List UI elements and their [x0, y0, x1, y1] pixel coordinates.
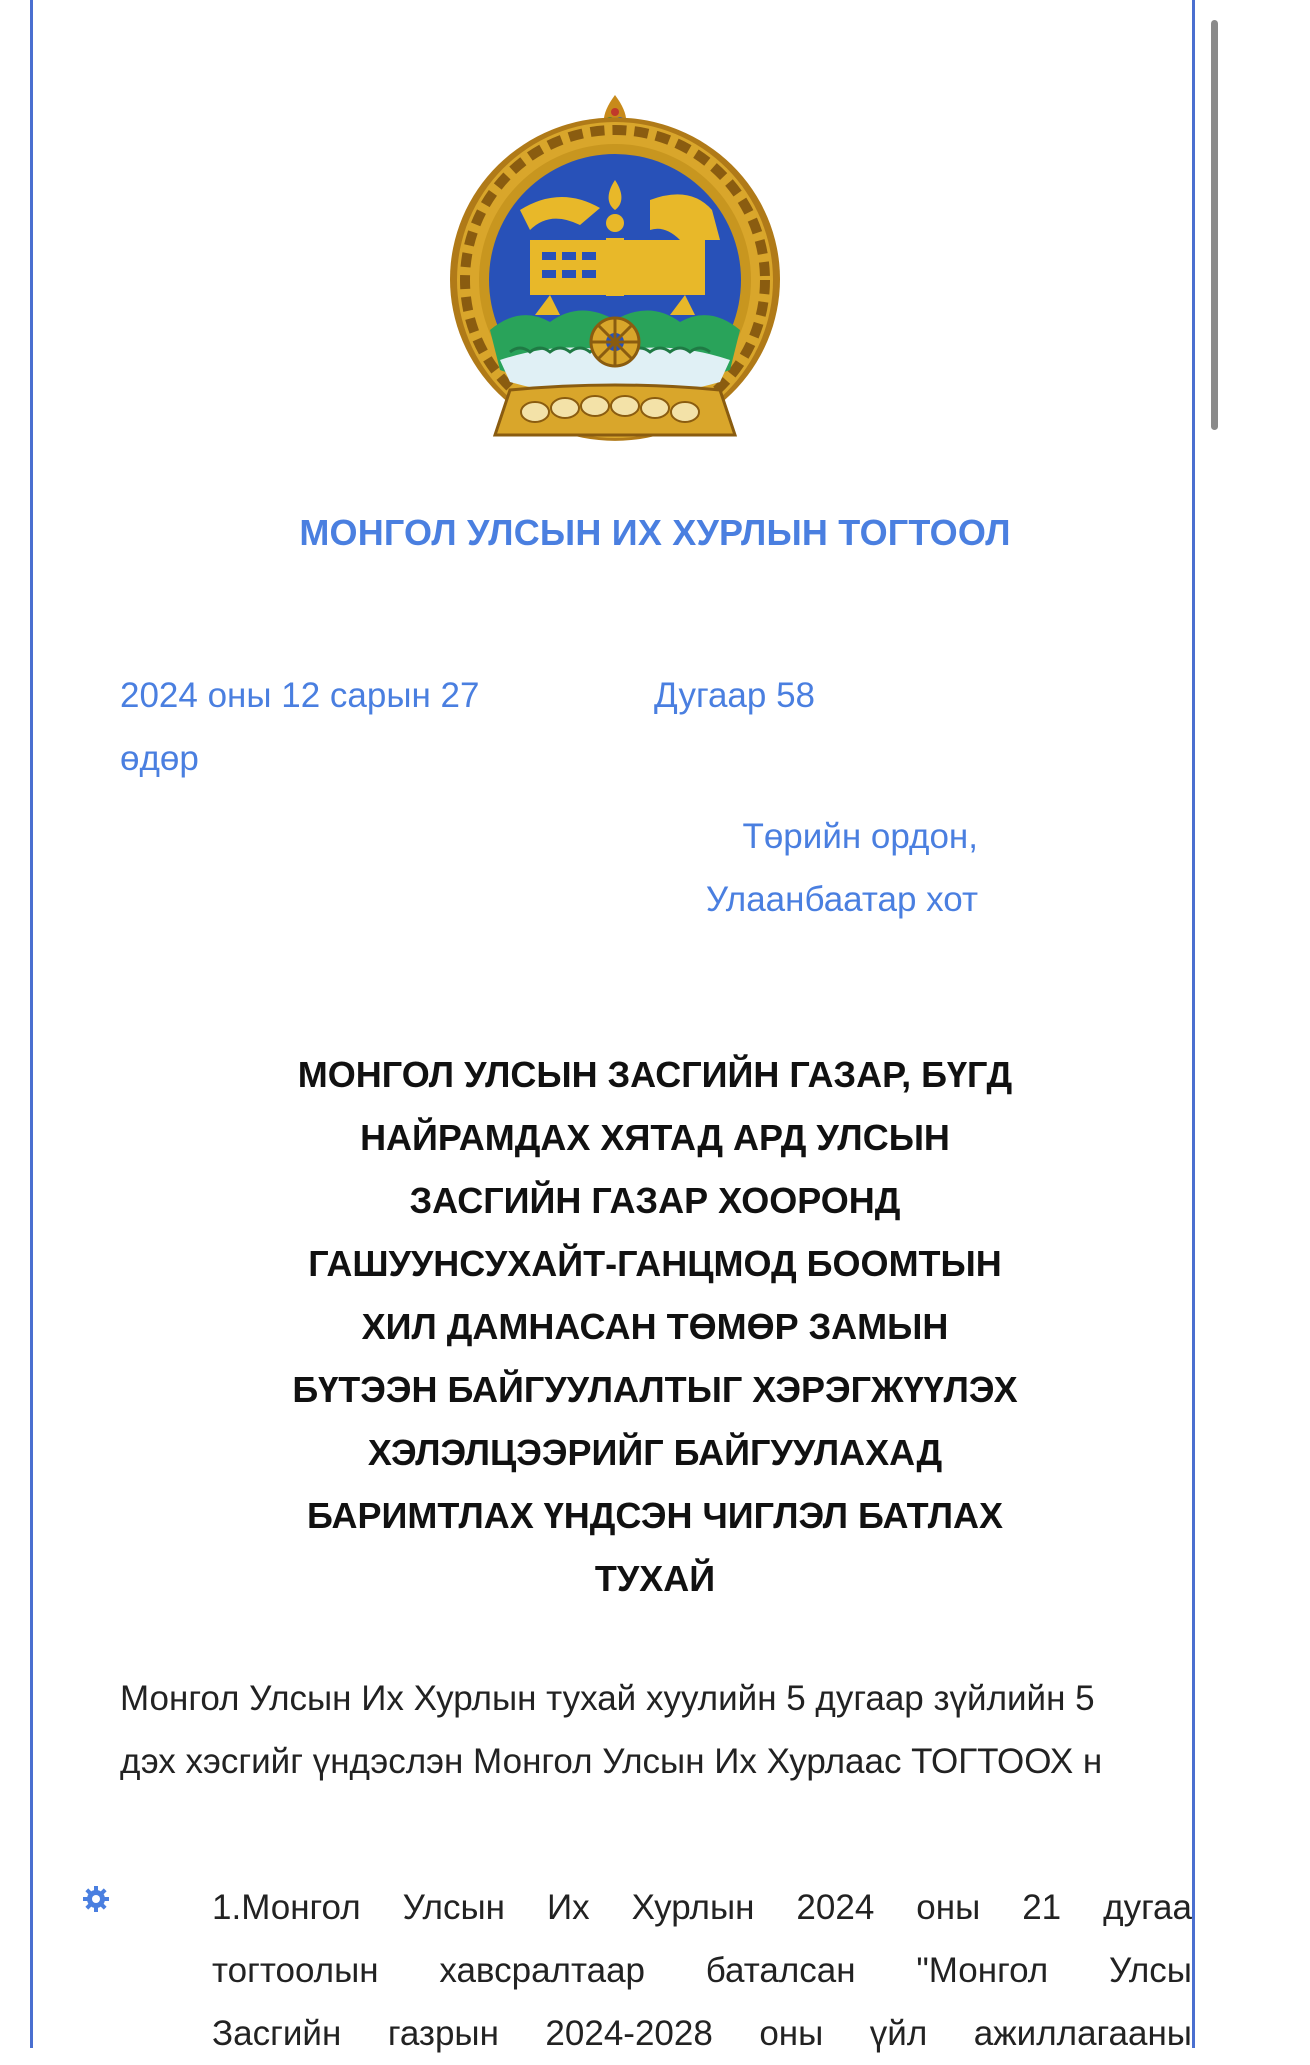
article-word: баталсан	[705, 1951, 856, 1990]
heading-line: ГАШУУНСУХАЙТ-ГАНЦМОД БООМТЫН	[308, 1243, 1002, 1284]
document-place	[560, 805, 978, 931]
heading-line: НАЙРАМДАХ ХЯТАД АРД УЛСЫН	[360, 1117, 950, 1158]
article-word: Их	[546, 1888, 590, 1927]
resolution-heading	[255, 1043, 1055, 1610]
article-word: 1.Монгол	[212, 1888, 361, 1927]
article-word: Засгийн	[212, 2014, 342, 2053]
place-line-2: Улаанбаатар хот	[705, 880, 978, 919]
heading-line: ХИЛ ДАМНАСАН ТӨМӨР ЗАМЫН	[361, 1306, 949, 1347]
date-line-2: өдөр	[120, 739, 199, 778]
article-word: "Монгол	[916, 1951, 1049, 1990]
scrollbar[interactable]	[1211, 20, 1218, 430]
heading-line: ХЭЛЭЛЦЭЭРИЙГ БАЙГУУЛАХАД	[367, 1432, 943, 1473]
article-word: үйл	[869, 2014, 928, 2053]
document-number: Дугаар 58	[654, 676, 816, 715]
article-word: газрын	[387, 2014, 499, 2053]
state-emblem-icon	[450, 90, 780, 440]
article-word: оны	[916, 1888, 981, 1927]
preamble-paragraph	[120, 1667, 1152, 1793]
place-line-1: Төрийн ордон,	[742, 817, 978, 856]
article-word: Улсы	[1108, 1951, 1192, 1990]
article-word: тогтоолын	[212, 1951, 379, 1990]
article-word: хавсралтаар	[439, 1951, 646, 1990]
page-border-right	[1192, 0, 1195, 2048]
document-date	[120, 664, 540, 790]
preamble-line: Монгол Улсын Их Хурлын тухай хуулийн 5 дугаар зүйлийн 5	[120, 1679, 1095, 1718]
heading-line: МОНГОЛ УЛСЫН ЗАСГИЙН ГАЗАР, БҮГД	[297, 1054, 1013, 1095]
article-word: Улсын	[402, 1888, 505, 1927]
gear-icon[interactable]	[82, 1885, 110, 1913]
article-word: оны	[759, 2014, 824, 2053]
heading-line: БҮТЭЭН БАЙГУУЛАЛТЫГ ХЭРЭГЖҮҮЛЭХ	[292, 1369, 1018, 1410]
article-word: 2024-2028	[545, 2014, 713, 2053]
article-row	[212, 1939, 1192, 2002]
article-word: дугаа	[1103, 1888, 1192, 1927]
page-border-left	[30, 0, 33, 2048]
article-word: 2024	[796, 1888, 875, 1927]
heading-line: ТУХАЙ	[594, 1558, 716, 1599]
heading-line: ЗАСГИЙН ГАЗАР ХООРОНД	[409, 1180, 901, 1221]
preamble-line: дэх хэсгийг үндэслэн Монгол Улсын Их Хурлаас ТОГТООХ н	[120, 1742, 1103, 1781]
article-word: Хурлын	[631, 1888, 755, 1927]
article-row	[212, 1876, 1192, 1939]
article-row	[212, 2002, 1192, 2065]
article-word: 21	[1022, 1888, 1062, 1927]
date-line-1: 2024 оны 12 сарын 27	[120, 676, 480, 715]
document-title: МОНГОЛ УЛСЫН ИХ ХУРЛЫН ТОГТООЛ	[299, 512, 1011, 553]
heading-line: БАРИМТЛАХ ҮНДСЭН ЧИГЛЭЛ БАТЛАХ	[306, 1495, 1004, 1536]
article-word: ажиллагааны	[973, 2014, 1192, 2053]
article-1	[212, 1876, 1192, 2065]
